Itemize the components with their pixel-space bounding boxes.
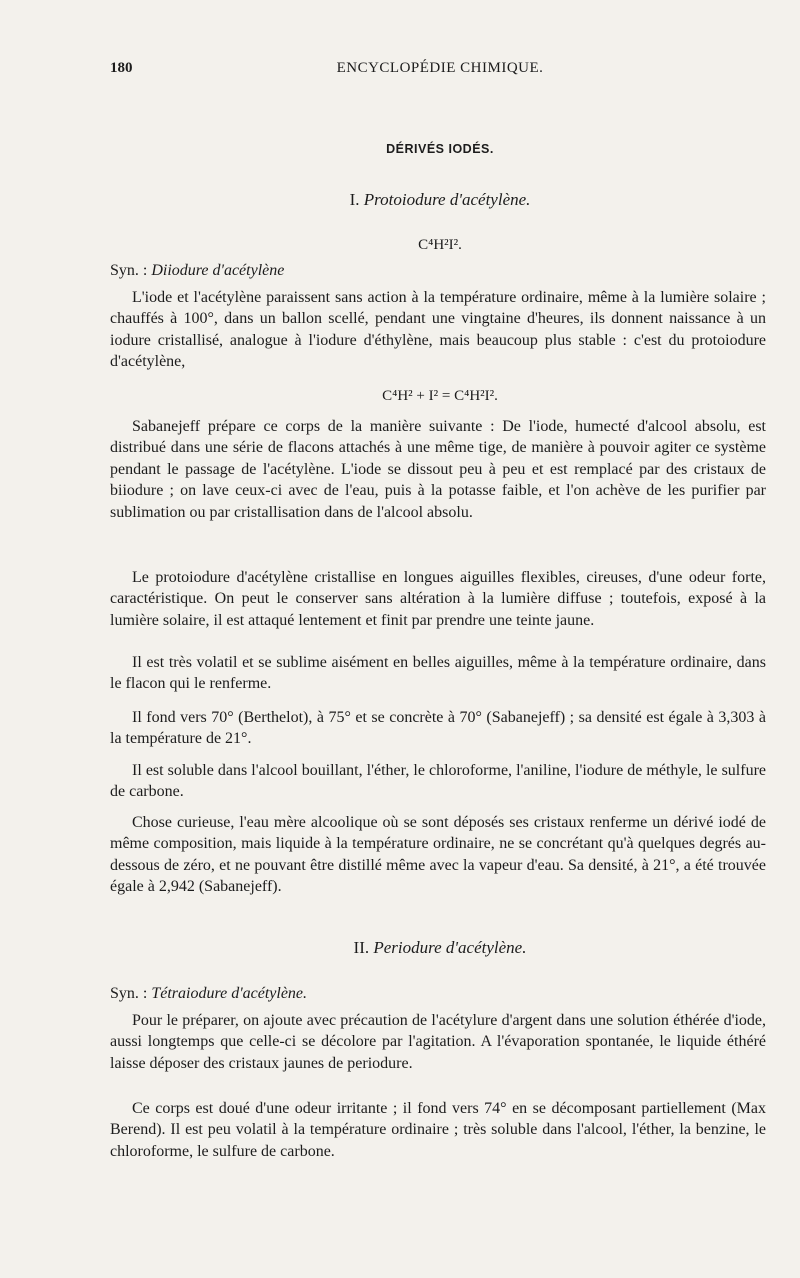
part1-syn-label: Syn. :	[110, 262, 148, 279]
part1-paragraph-5: Il fond vers 70° (Berthelot), à 75° et se concrète à 70° (Sabanejeff) ; sa densité est égale à 3,303 à la température de 21°.	[110, 709, 766, 748]
part1-equation: C⁴H² + I² = C⁴H²I².	[382, 388, 498, 404]
part2-synonym	[110, 985, 307, 1003]
part1-synonym	[110, 262, 284, 280]
part2-paragraph-2: Ce corps est doué d'une odeur irritante ; il fond vers 74° en se décomposant partiellement (Max Berend). Il est peu volatil à la température ordinaire ; très soluble dans l'alcool, l'éther, la benzine, le chloroforme, le sulfure de carbone.	[110, 1100, 766, 1160]
part2-title: Periodure d'acétylène.	[373, 938, 527, 957]
part2-heading	[110, 938, 770, 958]
part1-paragraph-4: Il est très volatil et se sublime aisément en belles aiguilles, même à la température ordinaire, dans le flacon qui le renferme.	[110, 654, 766, 693]
running-title: ENCYCLOPÉDIE CHIMIQUE.	[336, 60, 544, 76]
part1-title: Protoiodure d'acétylène.	[363, 190, 531, 209]
part1-paragraph-1: L'iode et l'acétylène paraissent sans action à la température ordinaire, même à la lumière solaire ; chauffés à 100°, dans un ballon scellé, pendant une vingtaine d'heures, ils donnent naissance à un iodure cristallisé, analogue à l'iodure d'éthylène, mais beaucoup plus stable : c'est du protoiodure d'acétylène,	[110, 289, 766, 371]
page-number: 180	[110, 60, 133, 76]
part2-syn-label: Syn. :	[110, 985, 148, 1002]
section-title: DÉRIVÉS IODÉS.	[386, 142, 494, 156]
part1-paragraph-7: Chose curieuse, l'eau mère alcoolique où se sont déposés ses cristaux renferme un dérivé iodé de même composition, mais liquide à la température ordinaire, ne se concrétant qu'à quelques degrés au-dessous de zéro, et ne pouvant être distillé même avec la vapeur d'eau. Sa densité, à 21°, a été trouvée égale à 2,942 (Sabanejeff).	[110, 814, 766, 896]
part1-heading	[110, 190, 770, 210]
part1-paragraph-3: Le protoiodure d'acétylène cristallise en longues aiguilles flexibles, cireuses, d'une odeur forte, caractéristique. On peut le conserver sans altération à la lumière diffuse ; toutefois, exposé à la lumière solaire, il est attaqué lentement et finit par prendre une teinte jaune.	[110, 569, 766, 629]
part2-paragraph-1: Pour le préparer, on ajoute avec précaution de l'acétylure d'argent dans une solution éthérée d'iode, aussi longtemps que celle-ci se décolore par l'agitation. A l'évaporation spontanée, le liquide éthéré laisse déposer des cristaux jaunes de periodure.	[110, 1012, 766, 1072]
running-head	[110, 60, 770, 84]
part1-numeral: I.	[349, 190, 360, 209]
part1-formula: C⁴H²I².	[418, 237, 462, 253]
part1-paragraph-2: Sabanejeff prépare ce corps de la manière suivante : De l'iode, humecté d'alcool absolu, est distribué dans une série de flacons attachés à une même tige, de manière à pouvoir agiter ce système pendant le passage de l'acétylène. L'iode se dissout peu à peu et est remplacé par des cristaux de biiodure ; on lave ceux-ci avec de l'eau, puis à la potasse faible, et l'on achève de les purifier par sublimation ou par cristallisation dans de l'alcool absolu.	[110, 418, 766, 521]
part2-numeral: II.	[353, 938, 370, 957]
part1-paragraph-6: Il est soluble dans l'alcool bouillant, l'éther, le chloroforme, l'aniline, l'iodure de méthyle, le sulfure de carbone.	[110, 762, 766, 801]
part1-syn-value: Diiodure d'acétylène	[151, 262, 285, 279]
part2-syn-value: Tétraiodure d'acétylène.	[151, 985, 308, 1002]
